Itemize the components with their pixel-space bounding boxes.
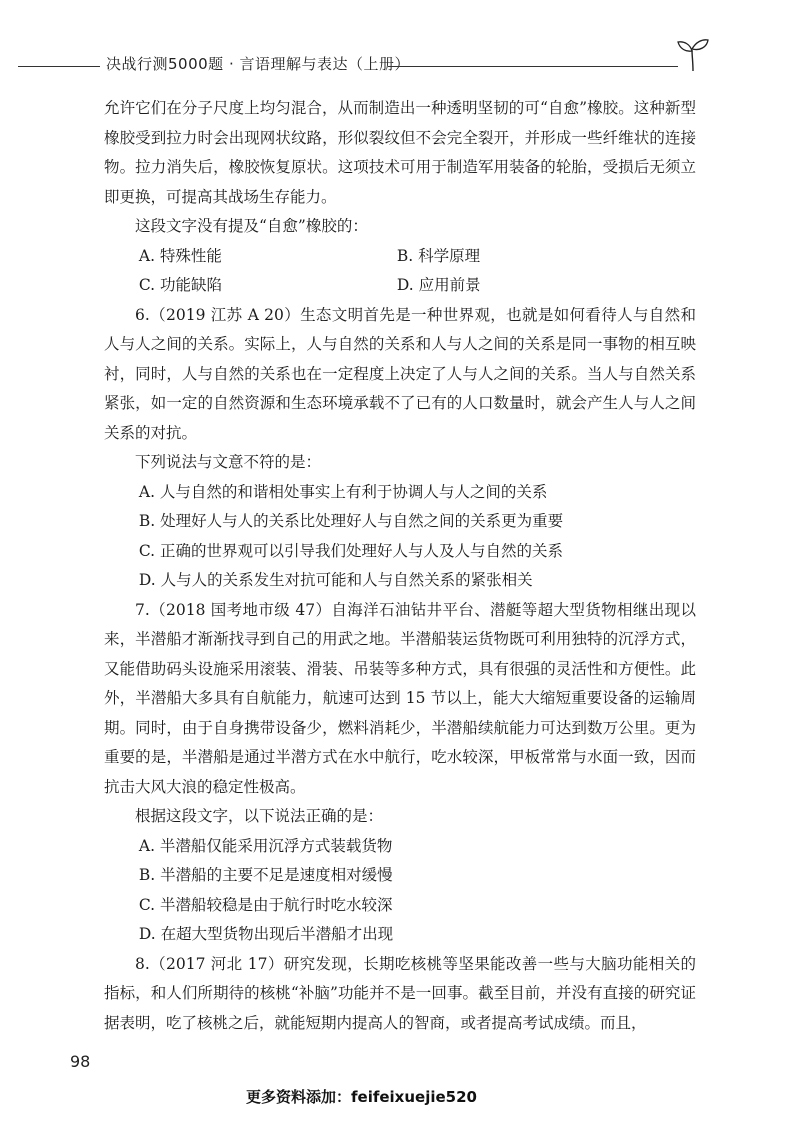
q5-option-b: B. 科学原理 [396, 246, 481, 265]
q6-option-b: B. 处理好人与人的关系比处理好人与自然之间的关系更为重要 [138, 512, 564, 530]
book-title: 决战行测5000题 · 言语理解与表达（上册） [106, 55, 410, 73]
q5-options-row-2 [104, 271, 696, 301]
q7-stem: 7.（2018 国考地市级 47）自海洋石油钻井平台、潜艇等超大型货物相继出现以来，半潜船才渐渐找寻到自己的用武之地。半潜船装运货物既可利用独特的沉浮方式，又能借助码头设施采用滚装、滑装、吊装等多种方式，具有很强的灵活性和方便性。此外，半潜船大多具有自航能力，航速可达到 15 节以上，能大大缩短重要设备的运输周期。同时，由于自身携带设备少，燃料消耗少，半潜船续航能力可达到数万公里。更为重要的是，半潜船是通过半潜方式在水中航行，吃水较深，甲板常常与水面一致，因而抗击大风大浪的稳定性极高。 [104, 600, 696, 796]
q5-option-a: A. 特殊性能 [138, 246, 222, 265]
header-rule-right [388, 66, 678, 67]
q7-option-c: C. 半潜船较稳是由于航行时吃水较深 [138, 895, 393, 914]
q6-question: 下列说法与文意不符的是： [135, 453, 322, 471]
q6-option-d: D. 人与人的关系发生对抗可能和人与自然关系的紧张相关 [138, 571, 533, 589]
q7-question: 根据这段文字，以下说法正确的是： [135, 807, 384, 825]
footer-note: 更多资料添加：feifeixuejie520 [246, 1088, 477, 1106]
q5-option-c: C. 功能缺陷 [138, 276, 223, 294]
q6-stem: 6.（2019 江苏 A 20）生态文明首先是一种世界观，也就是如何看待人与自然和人与人之间的关系。实际上，人与自然的关系和人与人之间的关系是同一事物的相互映衬，同时，人与自然的关系也在一定程度上决定了人与人之间的关系。当人与自然关系紧张，如一定的自然资源和生态环境承载不了已有的人口数量时，就会产生人与人之间关系的对抗。 [104, 305, 696, 442]
page-body [104, 94, 696, 1038]
header-rule-left [18, 66, 100, 67]
q7-option-d: D. 在超大型货物出现后半潜船才出现 [138, 925, 394, 943]
q8-stem: 8.（2017 河北 17）研究发现，长期吃核桃等坚果能改善一些与大脑功能相关的指标，和人们所期待的核桃“补脑”功能并不是一回事。截至目前，并没有直接的研究证据表明，吃了核桃之后，就能短期内提高人的智商，或者提高考试成绩。而且， [104, 954, 696, 1032]
q7-option-a: A. 半潜船仅能采用沉浮方式装载货物 [138, 836, 393, 855]
sprout-icon [676, 36, 710, 72]
q5-option-d: D. 应用前景 [396, 276, 481, 294]
q6-option-a: A. 人与自然的和谐相处事实上有利于协调人与人之间的关系 [138, 482, 548, 501]
q5-question: 这段文字没有提及“自愈”橡胶的： [135, 217, 368, 235]
page-number: 98 [70, 1052, 91, 1071]
q5-options-row-1 [104, 242, 696, 272]
q7-option-b: B. 半潜船的主要不足是速度相对缓慢 [138, 866, 393, 884]
q5-passage-tail: 允许它们在分子尺度上均匀混合，从而制造出一种透明坚韧的可“自愈”橡胶。这种新型橡胶受到拉力时会出现网状纹路，形似裂纹但不会完全裂开，并形成一些纤维状的连接物。拉力消失后，橡胶恢复原状。这项技术可用于制造军用装备的轮胎，受损后无须立即更换，可提高其战场生存能力。 [104, 99, 696, 206]
q6-option-c: C. 正确的世界观可以引导我们处理好人与人及人与自然的关系 [138, 541, 564, 560]
